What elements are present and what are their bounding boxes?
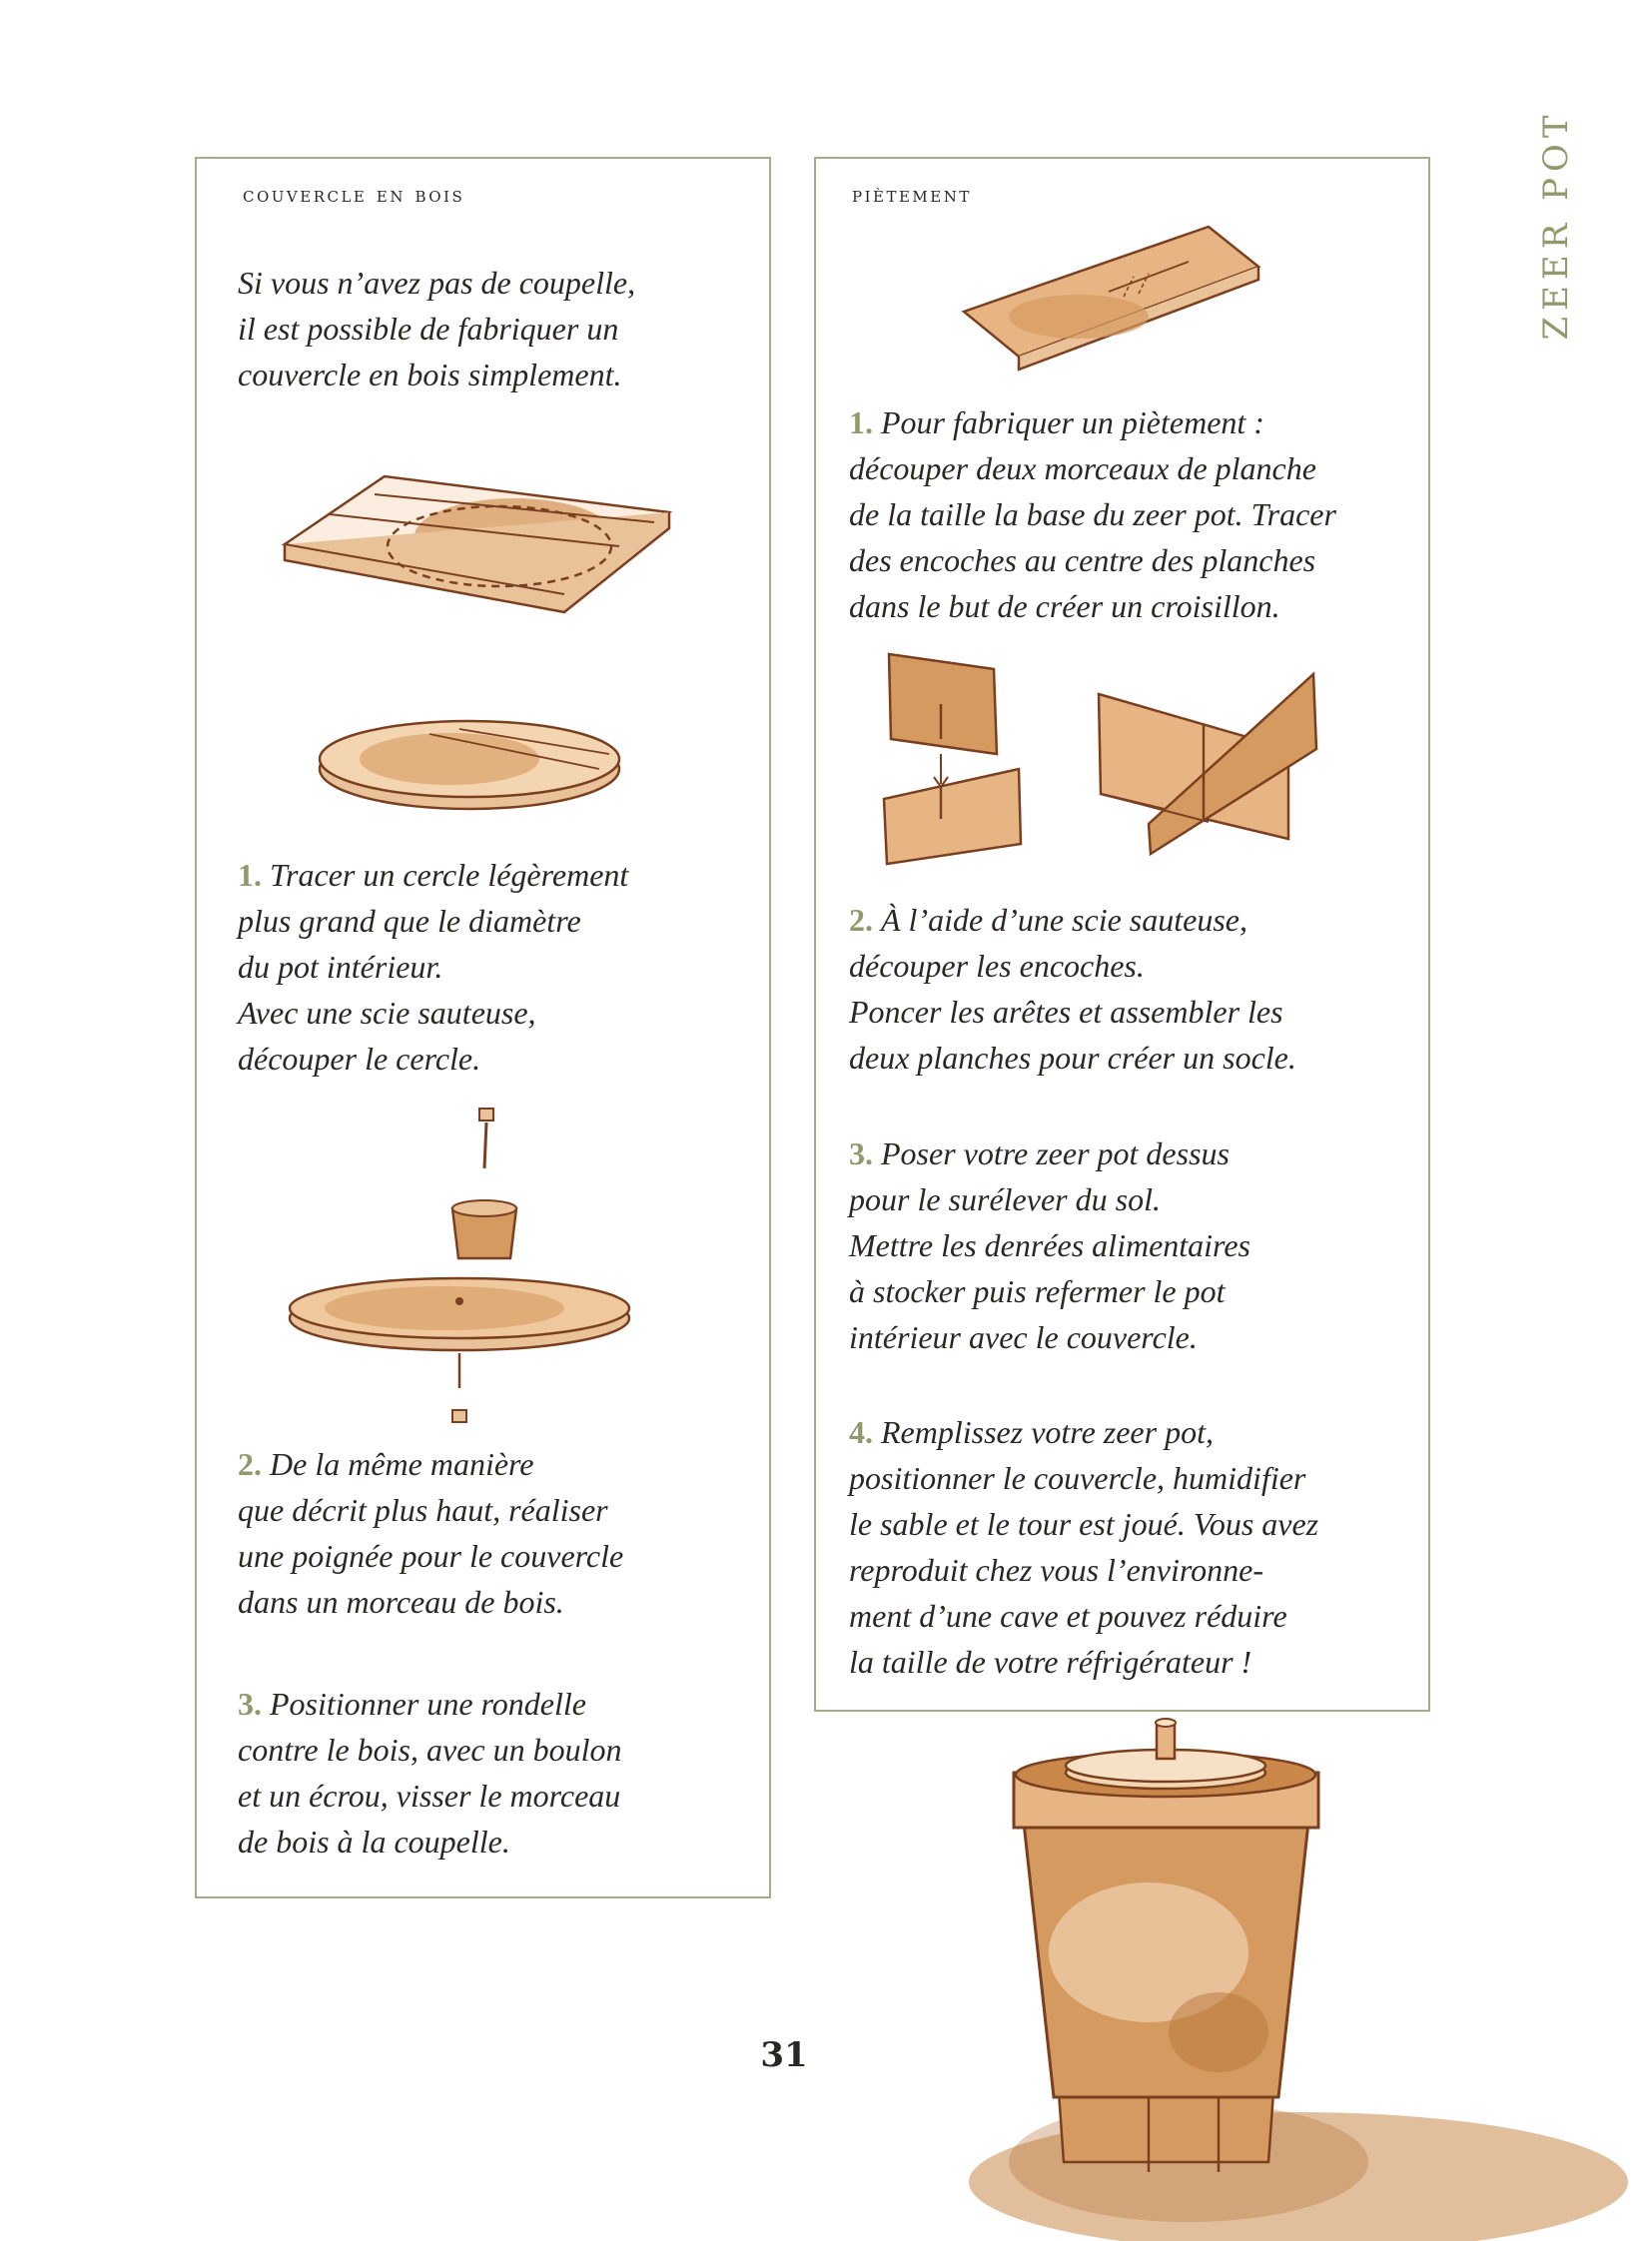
step-number: 2. [849,902,873,938]
handle-assembly-illustration [285,1109,644,1428]
left-step-3 [238,1681,622,1865]
step-line: dans le but de créer un croisillon. [849,588,1280,624]
step-number: 1. [849,404,873,440]
step-line: Tracer un cercle légèrement [270,857,629,893]
step-line: deux planches pour créer un socle. [849,1040,1296,1076]
wood-disc-illustration [310,714,629,824]
left-intro [238,260,635,397]
intro-line: Si vous n’avez pas de coupelle, [238,265,636,301]
step-line: plus grand que le diamètre [238,903,581,939]
notched-boards-illustration [879,649,1029,869]
side-title: ZEER POT [1536,109,1576,341]
step-line: Pour fabriquer un piètement : [881,404,1264,440]
step-number: 1. [238,857,262,893]
step-line: Poser votre zeer pot dessus [881,1135,1230,1171]
step-line: De la même manière [270,1446,534,1482]
step-line: la taille de votre réfrigérateur ! [849,1644,1252,1680]
step-line: une poignée pour le couvercle [238,1538,624,1574]
step-line: ment d’une cave et pouvez réduire [849,1598,1287,1634]
step-line: et un écrou, visser le morceau [238,1778,621,1814]
step-number: 3. [238,1686,262,1722]
left-step-2 [238,1441,623,1625]
step-line: Mettre les denrées alimentaires [849,1227,1250,1263]
step-line: À l’aide d’une scie sauteuse, [881,902,1247,938]
zeer-pot-illustration [969,1733,1628,2241]
step-line: reproduit chez vous l’environne- [849,1552,1263,1588]
intro-line: couvercle en bois simplement. [238,357,622,392]
step-line: Positionner une rondelle [270,1686,586,1722]
right-heading: piètement [852,183,972,208]
step-line: le sable et le tour est joué. Vous avez [849,1506,1319,1542]
cross-stand-illustration [1089,654,1328,864]
step-line: de la taille la base du zeer pot. Tracer [849,496,1336,532]
step-line: positionner le couvercle, humidifier [849,1460,1306,1496]
step-line: contre le bois, avec un boulon [238,1732,622,1768]
step-number: 2. [238,1446,262,1482]
left-step-1 [238,852,628,1082]
right-step-1 [849,399,1336,629]
step-line: découper le cercle. [238,1041,481,1077]
step-line: que décrit plus haut, réaliser [238,1492,608,1528]
right-step-2 [849,897,1296,1081]
wood-plank-illustration [275,464,674,644]
intro-line: il est possible de fabriquer un [238,311,619,347]
step-line: dans un morceau de bois. [238,1584,564,1620]
step-line: intérieur avec le couvercle. [849,1319,1198,1355]
left-heading: couvercle en bois [243,183,465,208]
step-line: découper deux morceaux de planche [849,450,1316,486]
right-step-3 [849,1130,1250,1360]
step-number: 4. [849,1414,873,1450]
step-line: Avec une scie sauteuse, [238,995,536,1031]
step-line: Remplissez votre zeer pot, [881,1414,1214,1450]
step-line: du pot intérieur. [238,949,443,985]
step-number: 3. [849,1135,873,1171]
right-step-4 [849,1409,1318,1685]
step-line: à stocker puis refermer le pot [849,1273,1226,1309]
step-line: des encoches au centre des planches [849,542,1316,578]
page-number: 31 [760,2035,808,2075]
step-line: pour le surélever du sol. [849,1181,1161,1217]
step-line: découper les encoches. [849,948,1145,984]
step-line: de bois à la coupelle. [238,1824,510,1860]
board-illustration [959,222,1268,372]
step-line: Poncer les arêtes et assembler les [849,994,1283,1030]
